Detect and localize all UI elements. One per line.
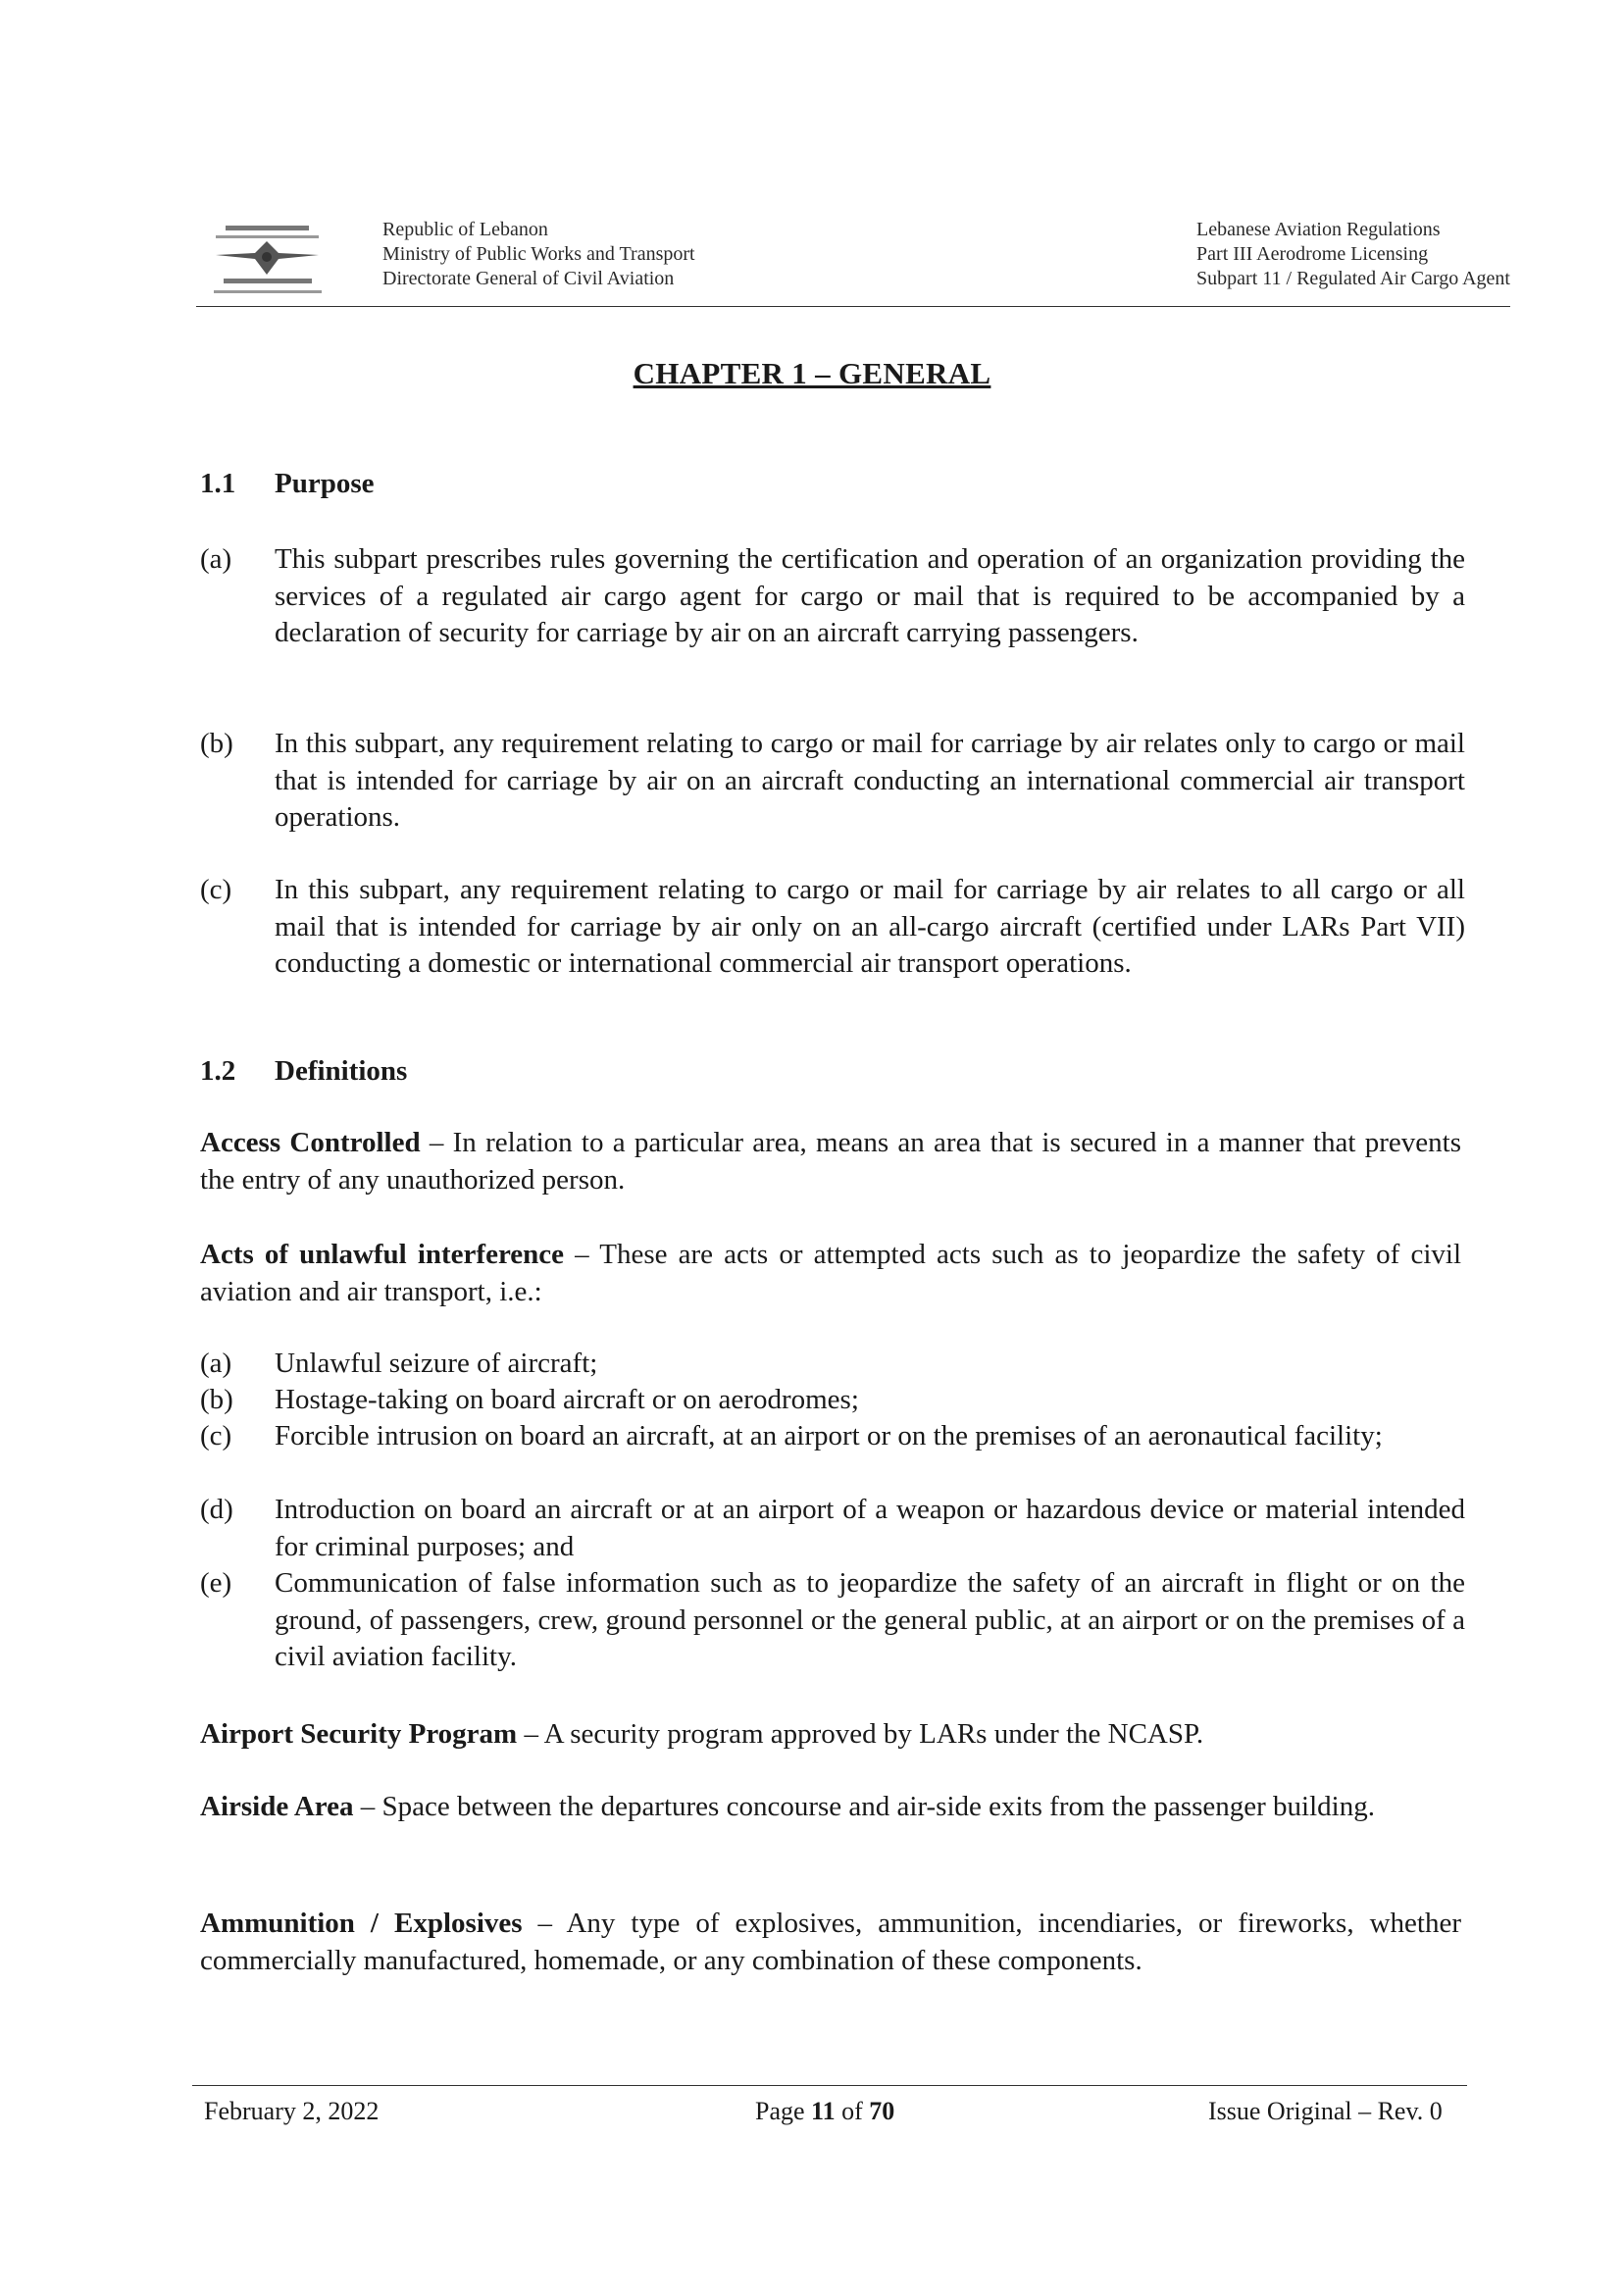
purpose-item-a [200, 541, 1465, 652]
footer-issue: Issue Original – Rev. 0 [1208, 2097, 1443, 2125]
unlawful-item-a [200, 1346, 1465, 1383]
unlawful-item-b [200, 1382, 1465, 1419]
unlawful-item-e [200, 1565, 1465, 1676]
item-text: In this subpart, any requirement relating to cargo or mail for carriage by air relates only to cargo or mail that is intended for carriage by air on an aircraft conducting an international commercial air transport operations. [275, 728, 1465, 833]
definition-text: – These are acts or attempted acts such as to jeopardize the safety of civil aviation and air transport, i.e.: [200, 1239, 1461, 1307]
section-heading-purpose [200, 468, 375, 500]
item-label: (b) [200, 728, 233, 759]
header-part: Part III Aerodrome Licensing [1196, 243, 1429, 265]
header-directorate: Directorate General of Civil Aviation [382, 268, 675, 289]
section-heading-definitions [200, 1055, 407, 1088]
section-number: 1.1 [200, 468, 236, 499]
header-organization [382, 218, 695, 291]
definition-text: – A security program approved by LARs under the NCASP. [517, 1718, 1204, 1750]
item-text: Unlawful seizure of aircraft; [275, 1348, 598, 1379]
purpose-item-c [200, 872, 1465, 983]
item-text: Communication of false information such as to jeopardize the safety of an aircraft in flight or on the ground, of passengers, crew, ground personnel or the general public, at an airport or on the premises of a civil aviation facility. [275, 1567, 1465, 1672]
definition-text: – In relation to a particular area, means an area that is secured in a manner that prevents the entry of any unauthorized person. [200, 1127, 1461, 1196]
definition-access-controlled [200, 1125, 1461, 1198]
section-number: 1.2 [200, 1055, 236, 1087]
item-label: (e) [200, 1567, 232, 1599]
page-header [196, 218, 1510, 306]
item-text: Hostage-taking on board aircraft or on aerodromes; [275, 1384, 859, 1415]
item-label: (c) [200, 1420, 232, 1451]
item-label: (b) [200, 1384, 233, 1415]
item-text: In this subpart, any requirement relating to cargo or mail for carriage by air relates to all cargo or all mail that is intended for carriage by air only on an all-cargo aircraft (certified under LARs Part VII) conducting a domestic or international commercial air transport operations. [275, 874, 1465, 979]
item-label: (c) [200, 874, 232, 905]
definition-unlawful-interference [200, 1237, 1461, 1310]
section-title: Purpose [275, 468, 375, 499]
item-text: This subpart prescribes rules governing the certification and operation of an organization providing the services of a regulated air cargo agent for cargo or mail that is required to be accompanied by a declaration of security for carriage by air on an aircraft carrying passengers. [275, 543, 1465, 648]
page-prefix: Page [755, 2097, 812, 2125]
item-label: (a) [200, 1348, 232, 1379]
definition-term: Airside Area [200, 1791, 354, 1822]
definition-term: Ammunition / Explosives [200, 1908, 523, 1939]
item-text: Introduction on board an aircraft or at an airport of a weapon or hazardous device or material intended for criminal purposes; and [275, 1494, 1465, 1562]
current-page: 11 [811, 2097, 836, 2125]
header-document-info [1196, 218, 1510, 291]
item-label: (a) [200, 543, 232, 575]
footer-page-number [755, 2097, 894, 2126]
chapter-title: CHAPTER 1 – GENERAL [633, 356, 991, 390]
header-ministry: Ministry of Public Works and Transport [382, 243, 695, 265]
unlawful-item-d [200, 1492, 1465, 1565]
definition-term: Acts of unlawful interference [200, 1239, 565, 1270]
page-of: of [835, 2097, 870, 2125]
item-text: Forcible intrusion on board an aircraft, at an airport or on the premises of an aeronautical facility; [275, 1420, 1383, 1451]
definition-airside-area [200, 1789, 1461, 1826]
definition-term: Access Controlled [200, 1127, 421, 1158]
definition-text: – Space between the departures concourse and air-side exits from the passenger building. [353, 1791, 1375, 1822]
header-regulations: Lebanese Aviation Regulations [1196, 219, 1441, 240]
header-subpart: Subpart 11 / Regulated Air Cargo Agent [1196, 268, 1510, 289]
definition-term: Airport Security Program [200, 1718, 518, 1750]
header-country: Republic of Lebanon [382, 219, 548, 240]
definition-ammunition-explosives [200, 1906, 1461, 1979]
definition-airport-security-program [200, 1716, 1461, 1754]
item-label: (d) [200, 1494, 233, 1525]
header-divider [196, 306, 1510, 307]
section-title: Definitions [275, 1055, 408, 1087]
definition-text: – Any type of explosives, ammunition, incendiaries, or fireworks, whether commercially manufactured, homemade, or any combination of these components. [200, 1908, 1461, 1976]
footer-divider [192, 2085, 1467, 2086]
ministry-logo-icon [196, 218, 338, 306]
total-pages: 70 [869, 2097, 895, 2125]
footer-date: February 2, 2022 [204, 2097, 380, 2125]
unlawful-item-c [200, 1418, 1465, 1455]
purpose-item-b [200, 726, 1465, 837]
